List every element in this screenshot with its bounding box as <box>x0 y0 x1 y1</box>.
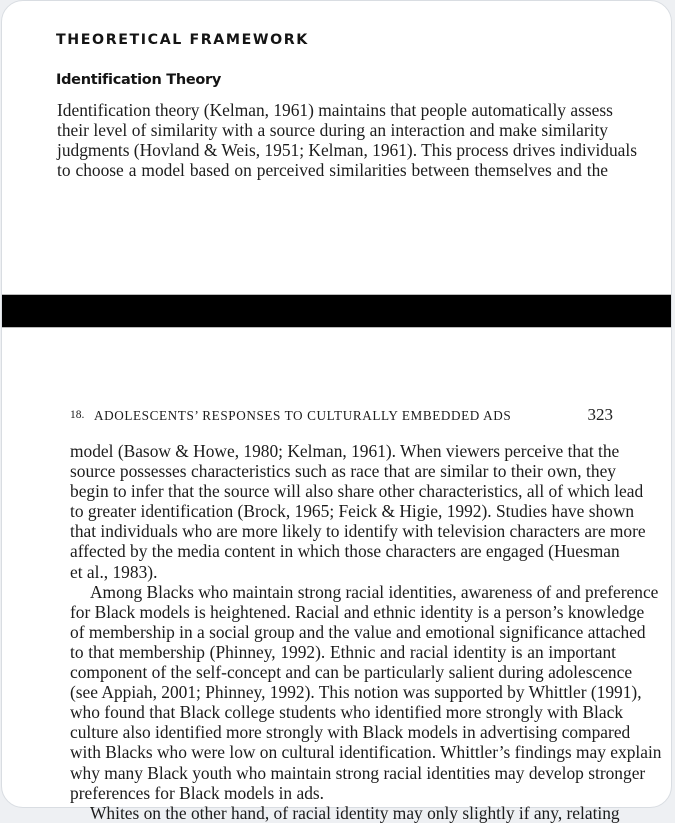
text-line: to that membership (Phinney, 1992). Ethnic and racial identity is an important <box>70 641 616 662</box>
text-line: Identification theory (Kelman, 1961) maintains that people automatically assess <box>57 100 613 120</box>
text-line: their level of similarity with a source during an interaction and make similarity <box>57 120 608 141</box>
text-line: why many Black youth who maintain strong racial identities may develop stronger <box>70 762 646 783</box>
text-line: preferences for Black models in ads. <box>70 782 324 803</box>
text-line: for Black models is heightened. Racial and ethnic identity is a person’s knowledge <box>70 601 645 622</box>
running-header <box>70 406 616 428</box>
text-line: to greater identification (Brock, 1965; Feick & Higie, 1992). Studies have shown <box>70 501 635 522</box>
text-line: Among Blacks who maintain strong racial identities, awareness of and preference <box>90 581 659 602</box>
text-line: that individuals who are more likely to identify with television characters are more <box>70 521 646 542</box>
text-line: with Blacks who were low on cultural identification. Whittler’s findings may explain <box>70 742 662 763</box>
page-number: 323 <box>587 405 613 424</box>
section-heading: THEORETICAL FRAMEWORK <box>56 32 309 48</box>
text-line: source possesses characteristics such as race that are similar to their own, they <box>70 461 616 482</box>
paragraph-2 <box>70 581 662 803</box>
text-line: who found that Black college students who identified more strongly with Black <box>70 702 624 723</box>
paragraph-1 <box>70 441 646 582</box>
chapter-number: 18. <box>70 409 85 421</box>
text-line: culture also identified more strongly with Black models in advertising compared <box>70 722 631 743</box>
text-line: begin to infer that the source will also share other characteristics, all of which lead <box>70 481 644 502</box>
text-line: component of the self-concept and can be particularly salient during adolescence <box>70 662 633 683</box>
text-line: model (Basow & Howe, 1980; Kelman, 1961). When viewers perceive that the <box>70 441 620 461</box>
screenshot-card <box>1 0 672 823</box>
body-text <box>70 441 662 823</box>
text-line: of membership in a social group and the value and emotional significance attached <box>70 621 646 642</box>
chapter-title: ADOLESCENTS’ RESPONSES TO CULTURALLY EMBEDDED ADS <box>94 408 512 423</box>
top-paragraph <box>57 100 637 181</box>
cut-off-text-line: Whites on the other hand, of racial identity may only slightly if any, relating <box>90 802 620 823</box>
redaction-bar <box>2 294 671 328</box>
text-line: judgments (Hovland & Weis, 1951; Kelman, 1961). This process drives individuals <box>57 140 637 161</box>
text-line: et al., 1983). <box>70 561 158 582</box>
text-line: (see Appiah, 2001; Phinney, 1992). This notion was supported by Whittler (1991), <box>70 682 642 703</box>
subsection-heading: Identification Theory <box>56 72 222 88</box>
text-line: to choose a model based on perceived similarities between themselves and the <box>57 160 608 181</box>
text-line: affected by the media content in which those characters are engaged (Huesman <box>70 541 620 562</box>
